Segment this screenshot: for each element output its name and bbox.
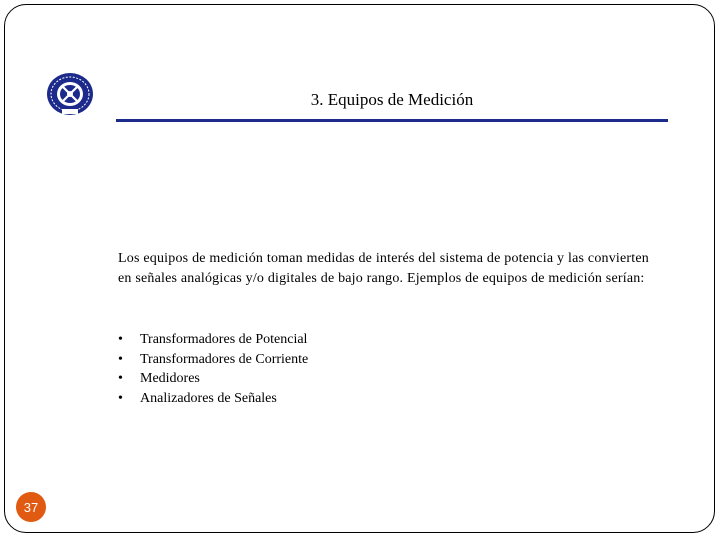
- list-item: [118, 389, 308, 409]
- list-item: [118, 350, 308, 370]
- list-item-label: Transformadores de Potencial: [140, 332, 308, 347]
- list-item-label: Medidores: [140, 371, 200, 386]
- intro-paragraph: Los equipos de medición toman medidas de interés del sistema de potencia y las convierten en señales analógicas y/o digitales de bajo rango. Ejemplos de equipos de medición serían:: [118, 251, 649, 286]
- list-item-label: Transformadores de Corriente: [140, 351, 309, 367]
- list-item: [118, 369, 308, 389]
- list-item: [118, 330, 308, 350]
- title-underline: [116, 119, 668, 122]
- list-item-label: Analizadores de Señales: [140, 390, 277, 406]
- page-number-badge: 37: [16, 492, 46, 522]
- bullet-icon: •: [118, 390, 123, 406]
- bullet-icon: •: [118, 371, 123, 386]
- bullet-icon: •: [118, 332, 123, 347]
- university-seal-icon: [46, 72, 98, 116]
- page-title: 3. Equipos de Medición: [310, 90, 474, 109]
- equipment-list: [118, 330, 308, 408]
- bullet-icon: •: [118, 351, 123, 367]
